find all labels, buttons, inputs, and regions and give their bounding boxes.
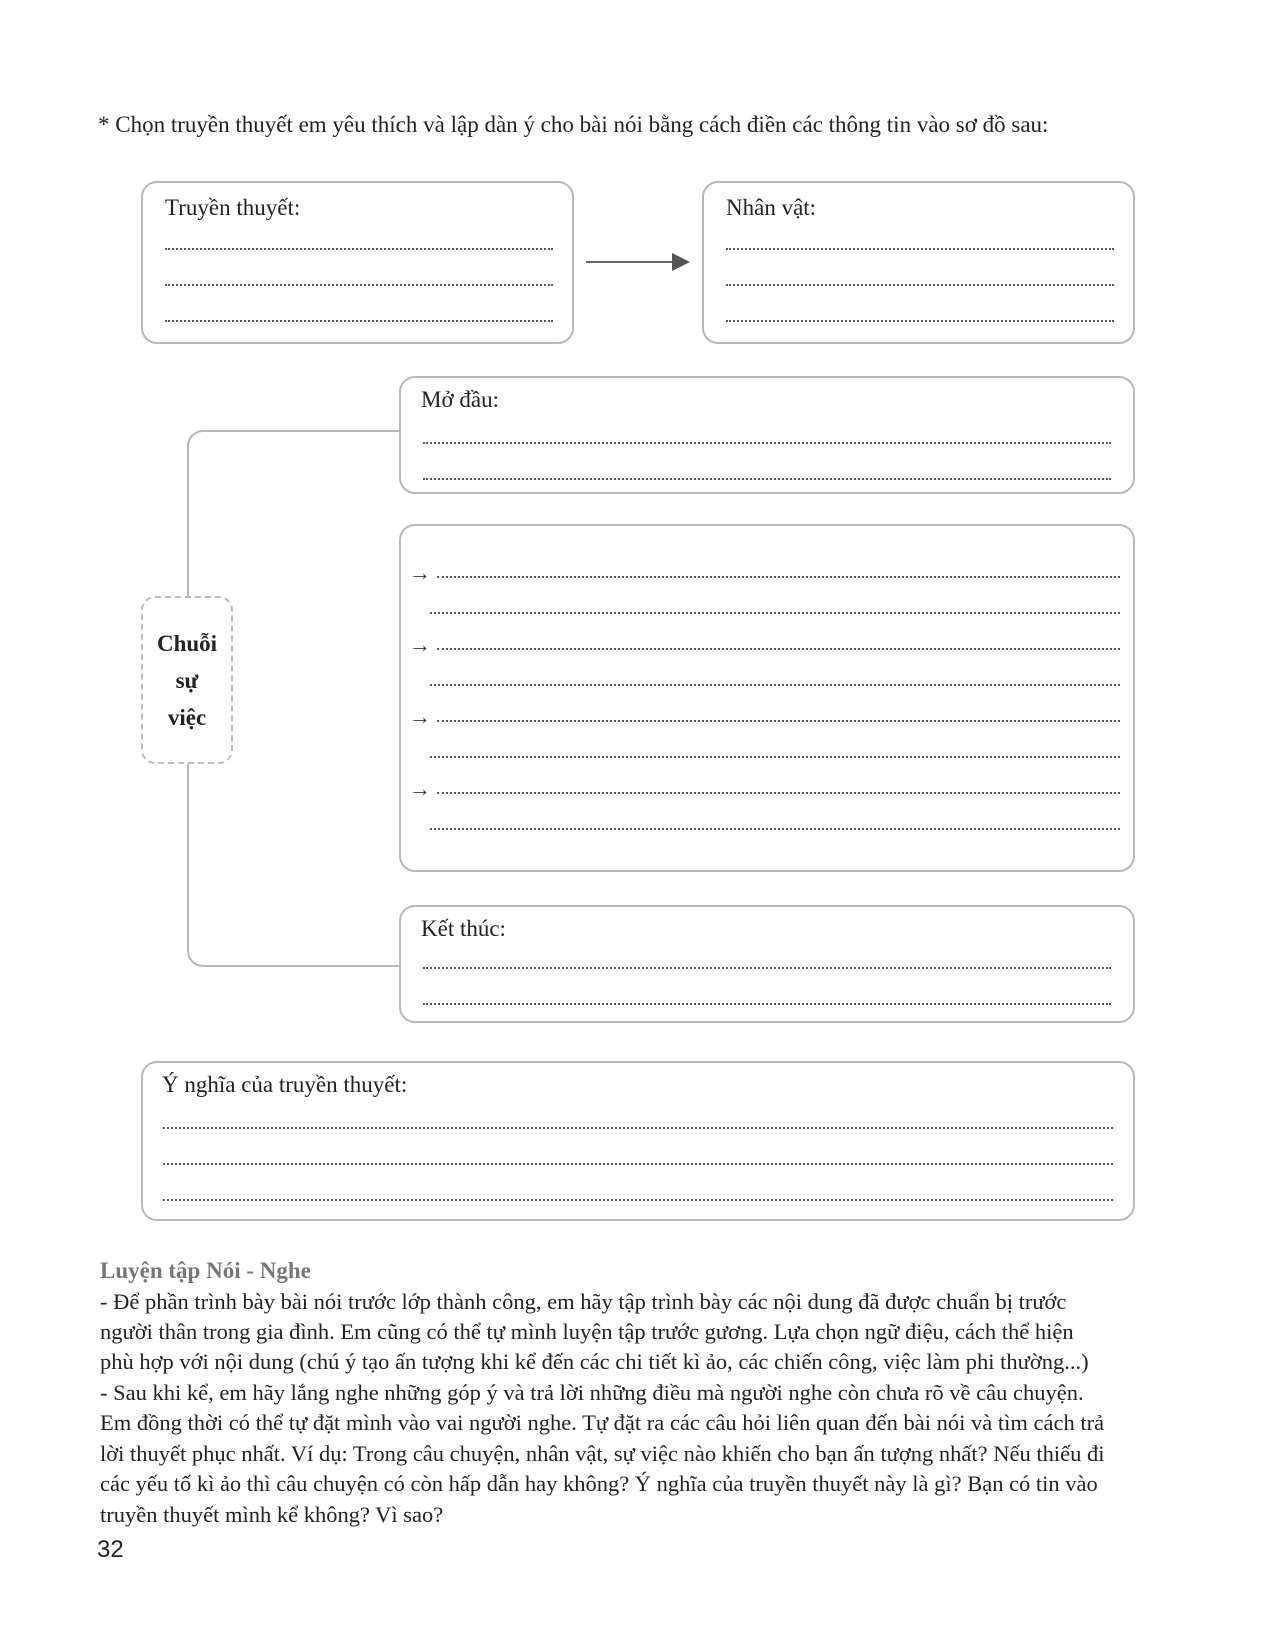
opening-answer-line-1[interactable] bbox=[423, 442, 1111, 444]
connector-top bbox=[187, 430, 401, 596]
practice-line: truyền thuyết mình kể không? Vì sao? bbox=[100, 1502, 444, 1527]
practice-line: - Sau khi kể, em hãy lắng nghe những góp ý và trả lời những điều mà người nghe còn chưa rõ về câu chuyện. bbox=[100, 1380, 1084, 1405]
ending-box bbox=[399, 905, 1135, 1023]
character-answer-line-3[interactable] bbox=[726, 320, 1114, 322]
legend-answer-line-1[interactable] bbox=[165, 248, 553, 250]
practice-line: - Để phần trình bày bài nói trước lớp thành công, em hãy tập trình bày các nội dung đã được chuẩn bị trước bbox=[100, 1289, 1067, 1314]
ending-answer-line-2[interactable] bbox=[423, 1003, 1111, 1005]
event-2-line-1[interactable] bbox=[437, 648, 1120, 650]
instruction-text: * Chọn truyền thuyết em yêu thích và lập dàn ý cho bài nói bằng cách điền các thông tin vào sơ đồ sau: bbox=[98, 112, 1049, 137]
event-sequence-label bbox=[141, 596, 233, 764]
meaning-label[interactable]: Ý nghĩa của truyền thuyết: bbox=[162, 1072, 408, 1097]
legend-box bbox=[141, 181, 574, 344]
event-1-line-1[interactable] bbox=[437, 576, 1120, 578]
practice-line: phù hợp với nội dung (chú ý tạo ấn tượng khi kể đến các chi tiết kì ảo, các chiến công, việc làm phi thường...) bbox=[100, 1349, 1089, 1374]
character-answer-line-2[interactable] bbox=[726, 284, 1114, 286]
practice-line: người thân trong gia đình. Em cũng có thể tự mình luyện tập trước gương. Lựa chọn ngữ điệu, cách thể hiện bbox=[100, 1319, 1074, 1344]
practice-line: các yếu tố kì ảo thì câu chuyện có còn hấp dẫn hay không? Ý nghĩa của truyền thuyết này là gì? Bạn có tin vào bbox=[100, 1471, 1098, 1496]
event-arrow-icon-1: → bbox=[409, 560, 431, 585]
event-2-line-2[interactable] bbox=[430, 684, 1120, 686]
event-arrow-icon-4: → bbox=[409, 776, 431, 801]
opening-label[interactable]: Mở đầu: bbox=[421, 387, 499, 412]
ending-label[interactable]: Kết thúc: bbox=[421, 916, 506, 941]
event-3-line-2[interactable] bbox=[430, 756, 1120, 758]
event-4-line-2[interactable] bbox=[430, 828, 1120, 830]
meaning-answer-line-1[interactable] bbox=[163, 1127, 1113, 1129]
practice-line: Em đồng thời có thể tự đặt mình vào vai người nghe. Tự đặt ra các câu hỏi liên quan đến bài nói và tìm cách trả bbox=[100, 1410, 1105, 1435]
event-3-line-1[interactable] bbox=[437, 720, 1120, 722]
character-box bbox=[702, 181, 1135, 344]
event-4-line-1[interactable] bbox=[437, 792, 1120, 794]
legend-box-label[interactable]: Truyền thuyết: bbox=[165, 195, 301, 220]
ending-answer-line-1[interactable] bbox=[423, 967, 1111, 969]
character-box-label[interactable]: Nhân vật: bbox=[726, 195, 817, 220]
events-box bbox=[399, 524, 1135, 872]
opening-answer-line-2[interactable] bbox=[423, 478, 1111, 480]
meaning-answer-line-3[interactable] bbox=[163, 1199, 1113, 1201]
event-arrow-icon-2: → bbox=[409, 632, 431, 657]
page-number: 32 bbox=[97, 1536, 124, 1563]
meaning-answer-line-2[interactable] bbox=[163, 1163, 1113, 1165]
event-sequence-word-1: Chuỗi bbox=[156, 630, 218, 656]
practice-line: lời thuyết phục nhất. Ví dụ: Trong câu chuyện, nhân vật, sự việc nào khiến cho bạn ấn tượng nhất? Nếu thiếu đi bbox=[100, 1441, 1105, 1466]
character-answer-line-1[interactable] bbox=[726, 248, 1114, 250]
opening-box bbox=[399, 376, 1135, 494]
event-arrow-icon-3: → bbox=[409, 704, 431, 729]
event-sequence-word-2: sự bbox=[175, 667, 199, 693]
legend-answer-line-3[interactable] bbox=[165, 320, 553, 322]
practice-title: Luyện tập Nói - Nghe bbox=[100, 1258, 311, 1283]
meaning-box bbox=[141, 1061, 1135, 1221]
event-1-line-2[interactable] bbox=[430, 612, 1120, 614]
arrow-right-icon bbox=[586, 250, 694, 274]
connector-bottom bbox=[187, 764, 401, 967]
event-sequence-word-3: việc bbox=[167, 704, 207, 730]
legend-answer-line-2[interactable] bbox=[165, 284, 553, 286]
